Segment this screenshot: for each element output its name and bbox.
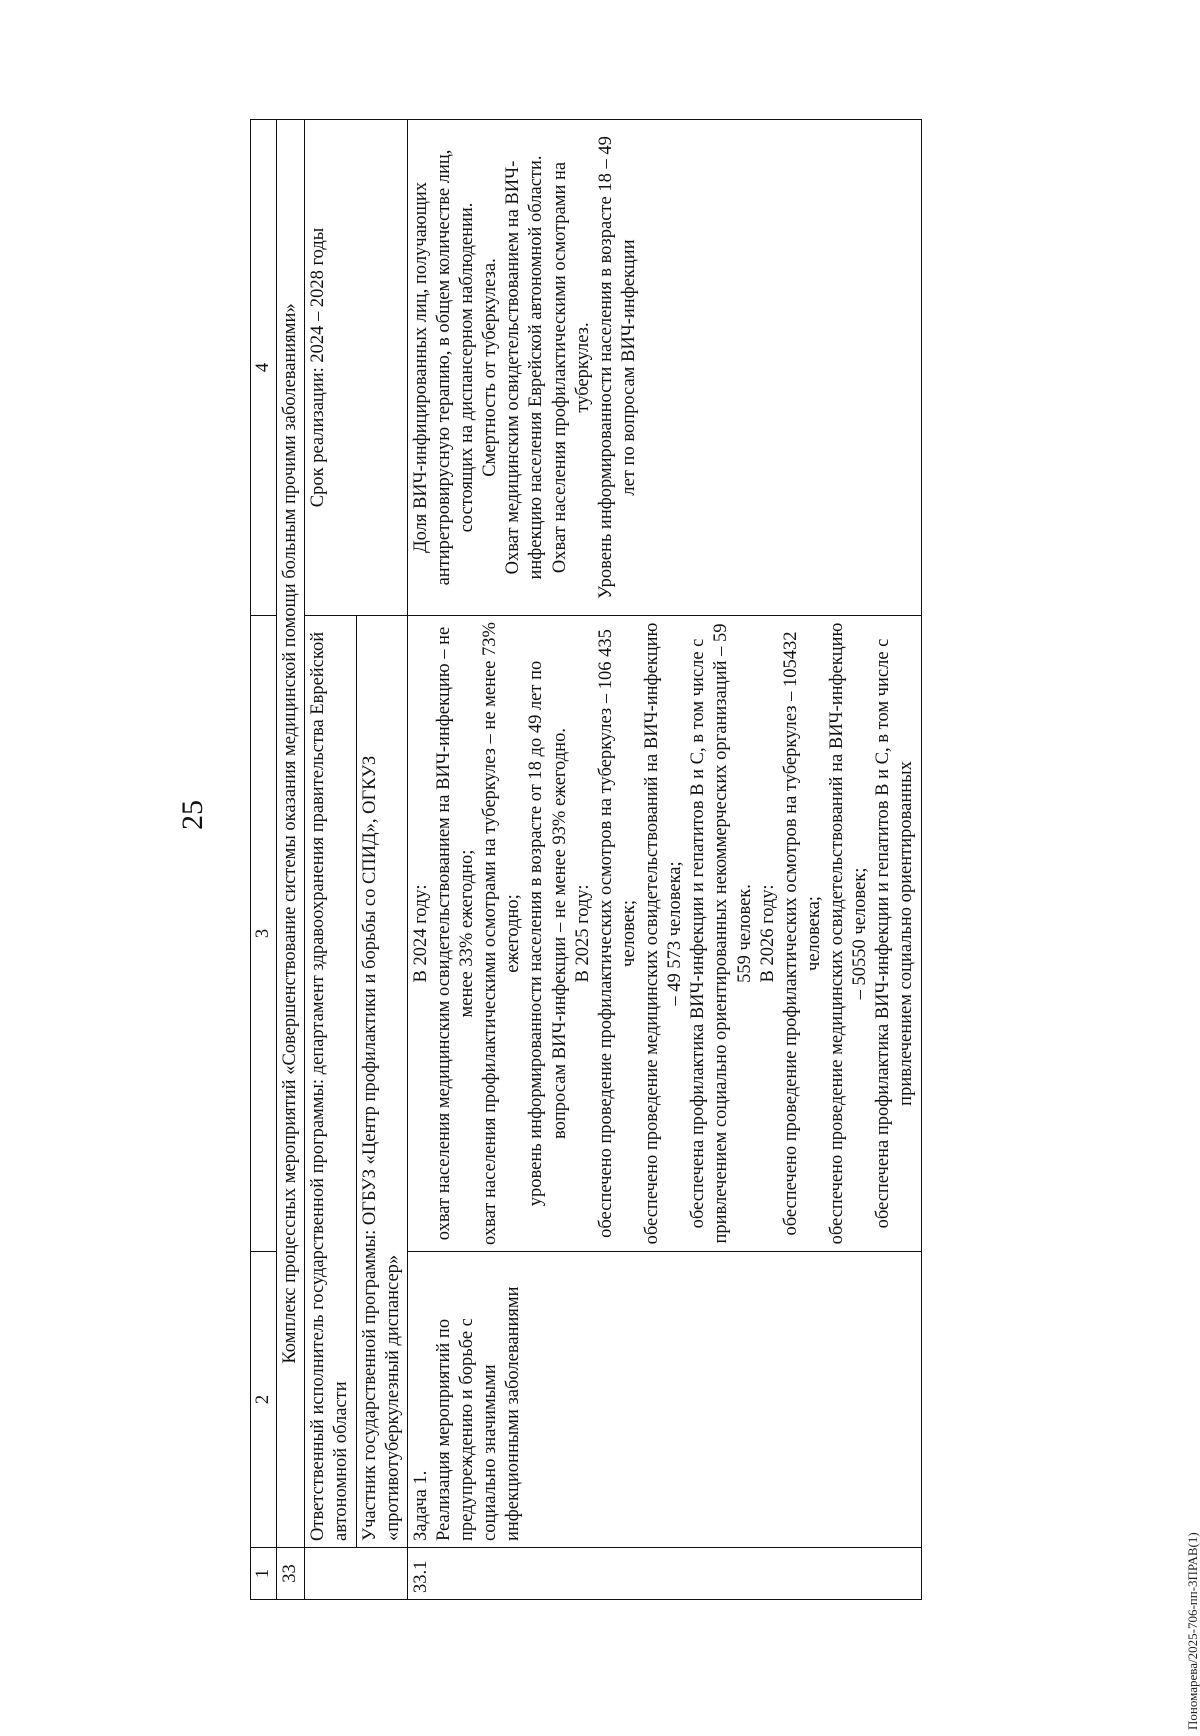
responsible-executor: Ответственный исполнитель государственной программы: департамент здравоохранения правительства Еврейской автономной области — [305, 616, 356, 1548]
indicator-line: Доля ВИЧ-инфицированных лиц, получающих антиретровирусную терапию, в общем количестве лиц, состоящих на диспансерном наблюдении. — [410, 149, 477, 586]
header-col-3: 3 — [251, 616, 277, 1252]
program-participant: Участник государственной программы: ОГБУЗ «Центр профилактики и борьбы со СПИД», ОГКУЗ «противотуберкулезный диспансер» — [356, 616, 407, 1548]
table-header-row — [251, 120, 277, 1600]
result-line: обеспечено проведение медицинских освидетельствований на ВИЧ-инфекцию – 49 573 человека; — [642, 622, 686, 1245]
indicator-line: Уровень информированности населения в возрасте 18 – 49 лет по вопросам ВИЧ-инфекции — [595, 136, 639, 599]
table-row-33 — [277, 120, 305, 1600]
result-line: обеспечено проведение медицинских освидетельствований на ВИЧ-инфекцию – 50550 человек; — [827, 622, 871, 1245]
program-table — [250, 119, 922, 1600]
row-33-title: Комплекс процессных мероприятий «Совершенствование системы оказания медицинской помощи больным прочими заболеваниями» — [277, 120, 305, 1548]
header-col-1: 1 — [251, 1548, 277, 1600]
indicator-line: Охват медицинским освидетельствованием на ВИЧ-инфекцию населения Еврейской автономной области. — [503, 155, 547, 580]
footer-reference: Пономарева/2025-706-пп-3ПРАВ(1) — [1185, 1532, 1200, 1730]
indicator-line: Смертность от туберкулеза. — [480, 258, 501, 477]
table-row-33-1 — [407, 120, 921, 1600]
indicator-line: Охват населения профилактическими осмотрами на туберкулез. — [549, 161, 593, 574]
result-line: В 2024 году: — [410, 884, 431, 983]
task-description: Реализация мероприятий по предупреждению и борьбе с социально значимыми инфекционными заболеваниями — [433, 1286, 524, 1541]
header-col-2: 2 — [251, 1252, 277, 1548]
result-line: обеспечена профилактика ВИЧ-инфекции и гепатитов В и С, в том числе с привлечением социально ориентированных — [873, 638, 917, 1229]
row-33-1-number: 33.1 — [407, 1548, 921, 1600]
task-cell — [407, 1252, 921, 1548]
empty-cell — [305, 1548, 408, 1600]
result-line: обеспечено проведение профилактических осмотров на туберкулез – 106 435 человек; — [595, 629, 639, 1238]
result-line: уровень информированности населения в возрасте от 18 до 49 лет по вопросам ВИЧ-инфекции – не менее 93% ежегодно. — [526, 660, 570, 1207]
result-line: охват населения профилактическими осмотрами на туберкулез – не менее 73% ежегодно; — [480, 622, 524, 1245]
result-line: В 2026 году: — [757, 884, 778, 983]
footer-reference-wrap — [1185, 1532, 1200, 1730]
result-line: обеспечена профилактика ВИЧ-инфекции и гепатитов В и С, в том числе с привлечением социально ориентированных некоммерческих организаций – 59 559 человек. — [688, 623, 755, 1244]
result-line: охват населения медицинским освидетельствованием на ВИЧ-инфекцию – не менее 33% ежегодно; — [433, 626, 477, 1241]
implementation-term: Срок реализации: 2024 – 2028 годы — [305, 120, 408, 616]
task-title: Задача 1. — [410, 1470, 431, 1541]
table-row-responsible — [305, 120, 356, 1600]
result-line: В 2025 году: — [572, 884, 593, 983]
rotated-document-sheet — [170, 20, 1200, 1600]
result-line: обеспечено проведение профилактических осмотров на туберкулез – 105432 человека; — [780, 631, 824, 1236]
row-33-number: 33 — [277, 1548, 305, 1600]
header-col-4: 4 — [251, 120, 277, 616]
expected-results-cell — [407, 616, 921, 1252]
page-number: 25 — [176, 800, 209, 830]
indicators-cell — [407, 120, 921, 616]
